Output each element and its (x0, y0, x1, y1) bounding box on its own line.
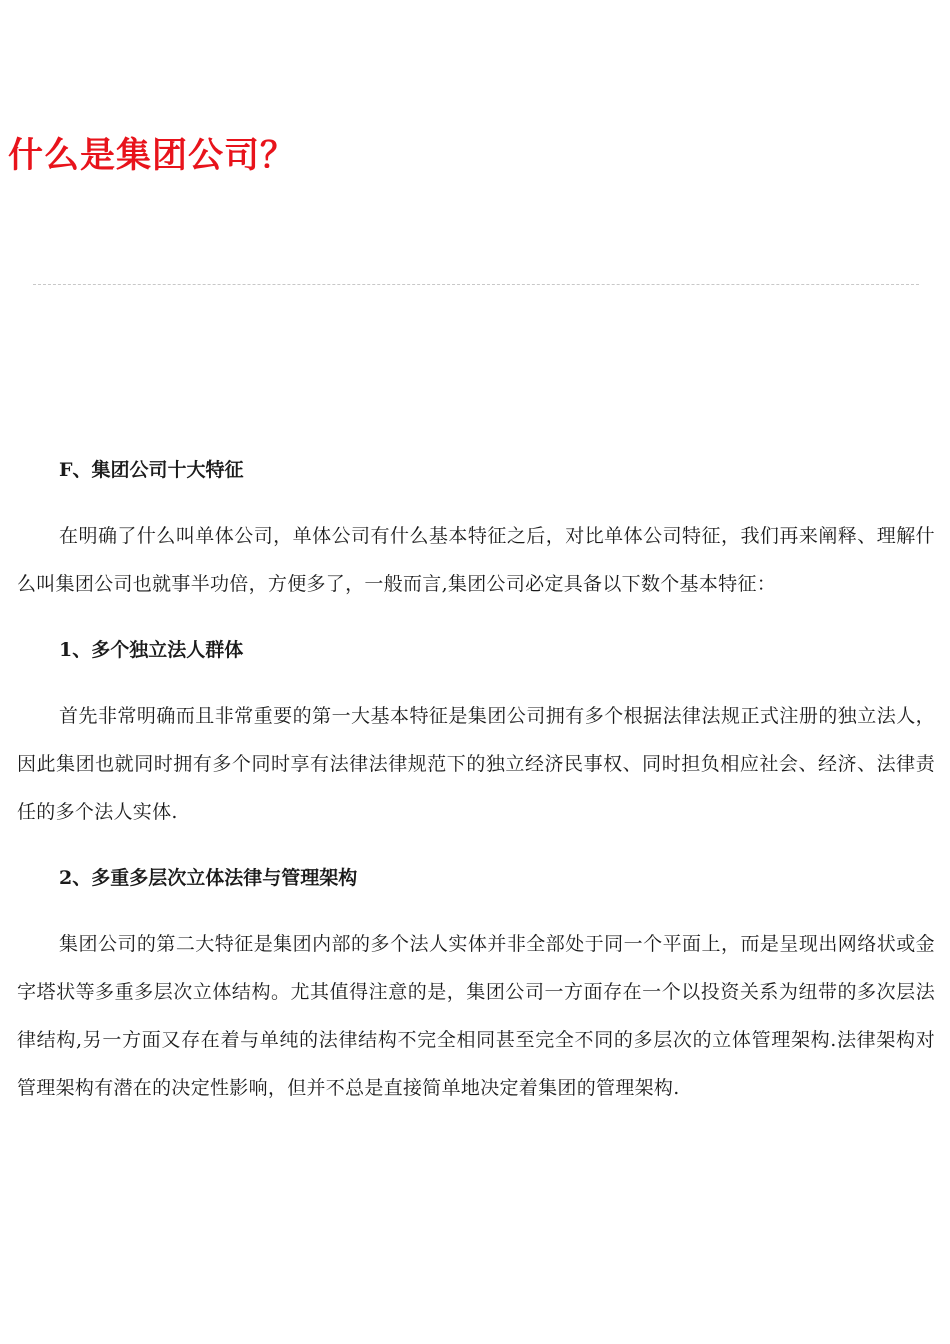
section-heading: 2、多重多层次立体法律与管理架构 (59, 867, 358, 889)
section-paragraph: 在明确了什么叫单体公司，单体公司有什么基本特征之后，对比单体公司特征，我们再来阐释、理解什么叫集团公司也就事半功倍，方便多了，一般而言,集团公司必定具备以下数个基本特征： (17, 525, 935, 595)
document-title: 什么是集团公司？ (8, 135, 297, 176)
horizontal-divider (33, 284, 919, 285)
section-heading: 1、多个独立法人群体 (59, 639, 244, 661)
section-paragraph: 首先非常明确而且非常重要的第一大基本特征是集团公司拥有多个根据法律法规正式注册的独立法人，因此集团也就同时拥有多个同时享有法律法律规范下的独立经济民事权、同时担负相应社会、经济、法律责任的多个法人实体. (17, 705, 935, 823)
document-body (17, 446, 935, 1130)
section-paragraph: 集团公司的第二大特征是集团内部的多个法人实体并非全部处于同一个平面上，而是呈现出网络状或金字塔状等多重多层次立体结构。尤其值得注意的是，集团公司一方面存在一个以投资关系为纽带的多次层法律结构,另一方面又存在着与单纯的法律结构不完全相同甚至完全不同的多层次的立体管理架构.法律架构对管理架构有潜在的决定性影响，但并不总是直接简单地决定着集团的管理架构. (17, 933, 935, 1099)
section-heading: F、集团公司十大特征 (59, 459, 244, 481)
